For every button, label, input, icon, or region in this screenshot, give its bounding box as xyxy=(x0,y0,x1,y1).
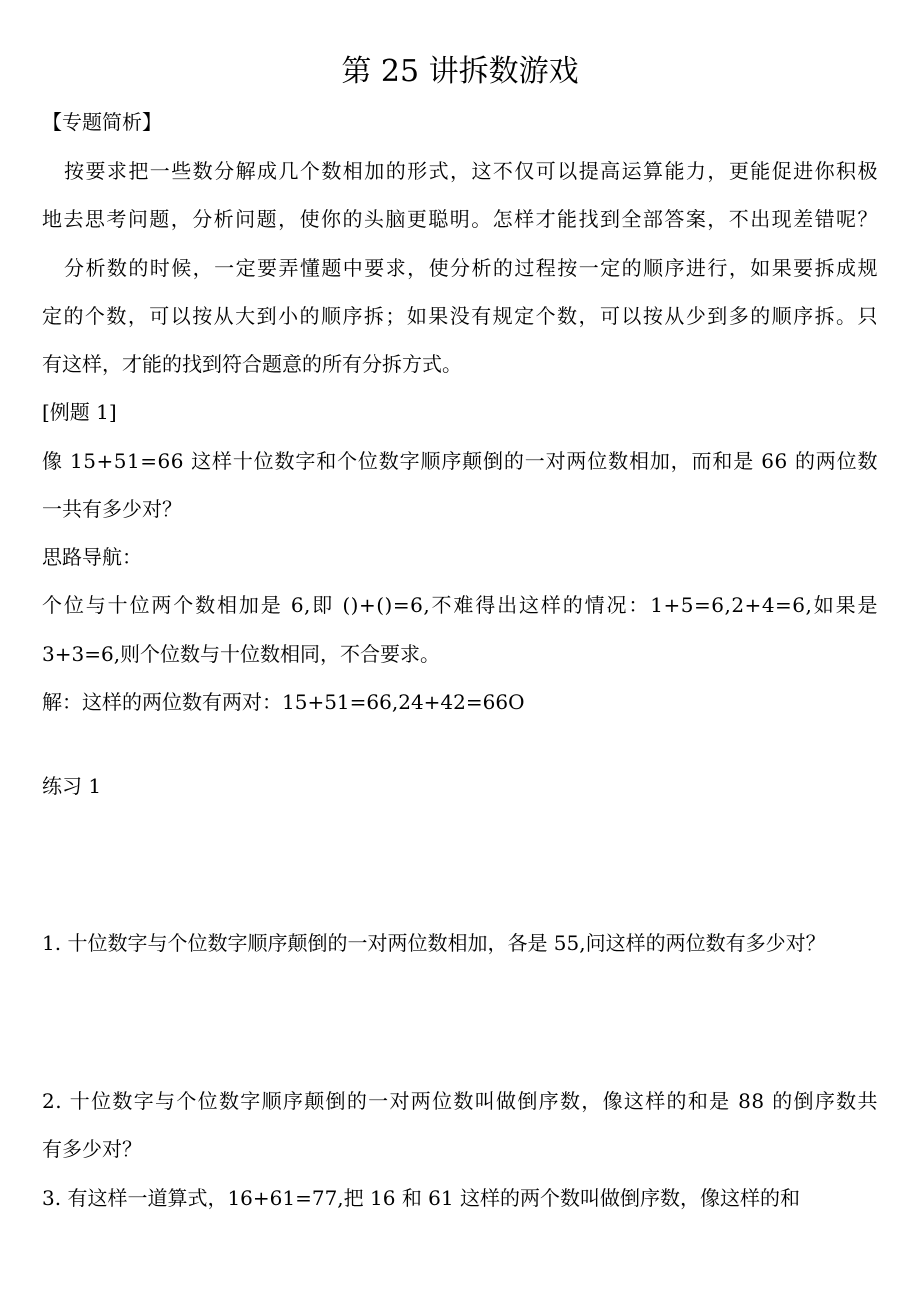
intro-paragraph-1-line-1: 按要求把一些数分解成几个数相加的形式，这不仅可以提高运算能力，更能促进你积极 xyxy=(64,159,878,183)
intro-paragraph-1-line-2: 地去思考问题，分析问题，使你的头脑更聪明。怎样才能找到全部答案，不出现差错呢？ xyxy=(42,207,878,231)
intro-paragraph-2-line-2: 定的个数，可以按从大到小的顺序拆；如果没有规定个数，可以按从少到多的顺序拆。只 xyxy=(42,304,878,328)
hint-line-2: 3+3=6,则个位数与十位数相同，不合要求。 xyxy=(42,642,441,666)
example-1-question-line-1: 像 15+51=66 这样十位数字和个位数字顺序颠倒的一对两位数相加，而和是 66 的两位数 xyxy=(42,449,878,473)
exercise-1-label: 练习 1 xyxy=(42,774,102,798)
hint-label: 思路导航： xyxy=(42,545,142,569)
exercise-question-3-line-1: 3. 有这样一道算式，16+61=77,把 16 和 61 这样的两个数叫做倒序数，像这样的和 xyxy=(42,1186,800,1210)
intro-paragraph-2-line-1: 分析数的时候，一定要弄懂题中要求，使分析的过程按一定的顺序进行，如果要拆成规 xyxy=(64,256,878,280)
exercise-question-1: 1. 十位数字与个位数字顺序颠倒的一对两位数相加，各是 55,问这样的两位数有多少对？ xyxy=(42,931,826,955)
example-1-question-line-2: 一共有多少对？ xyxy=(42,497,182,521)
example-1-label: [例题 1] xyxy=(42,400,117,424)
exercise-question-2-line-1: 2. 十位数字与个位数字顺序颠倒的一对两位数叫做倒序数，像这样的和是 88 的倒序数共 xyxy=(42,1089,878,1113)
hint-line-1: 个位与十位两个数相加是 6,即 ()+()=6,不难得出这样的情况：1+5=6,2+4=6,如果是 xyxy=(42,593,878,617)
intro-paragraph-2-line-3: 有这样，才能的找到符合题意的所有分拆方式。 xyxy=(42,352,462,376)
exercise-question-2-line-2: 有多少对？ xyxy=(42,1137,142,1161)
page-title: 第 25 讲拆数游戏 xyxy=(341,54,579,89)
section-heading: 【专题简析】 xyxy=(42,110,162,134)
solution-line: 解：这样的两位数有两对：15+51=66,24+42=66O xyxy=(42,690,525,714)
